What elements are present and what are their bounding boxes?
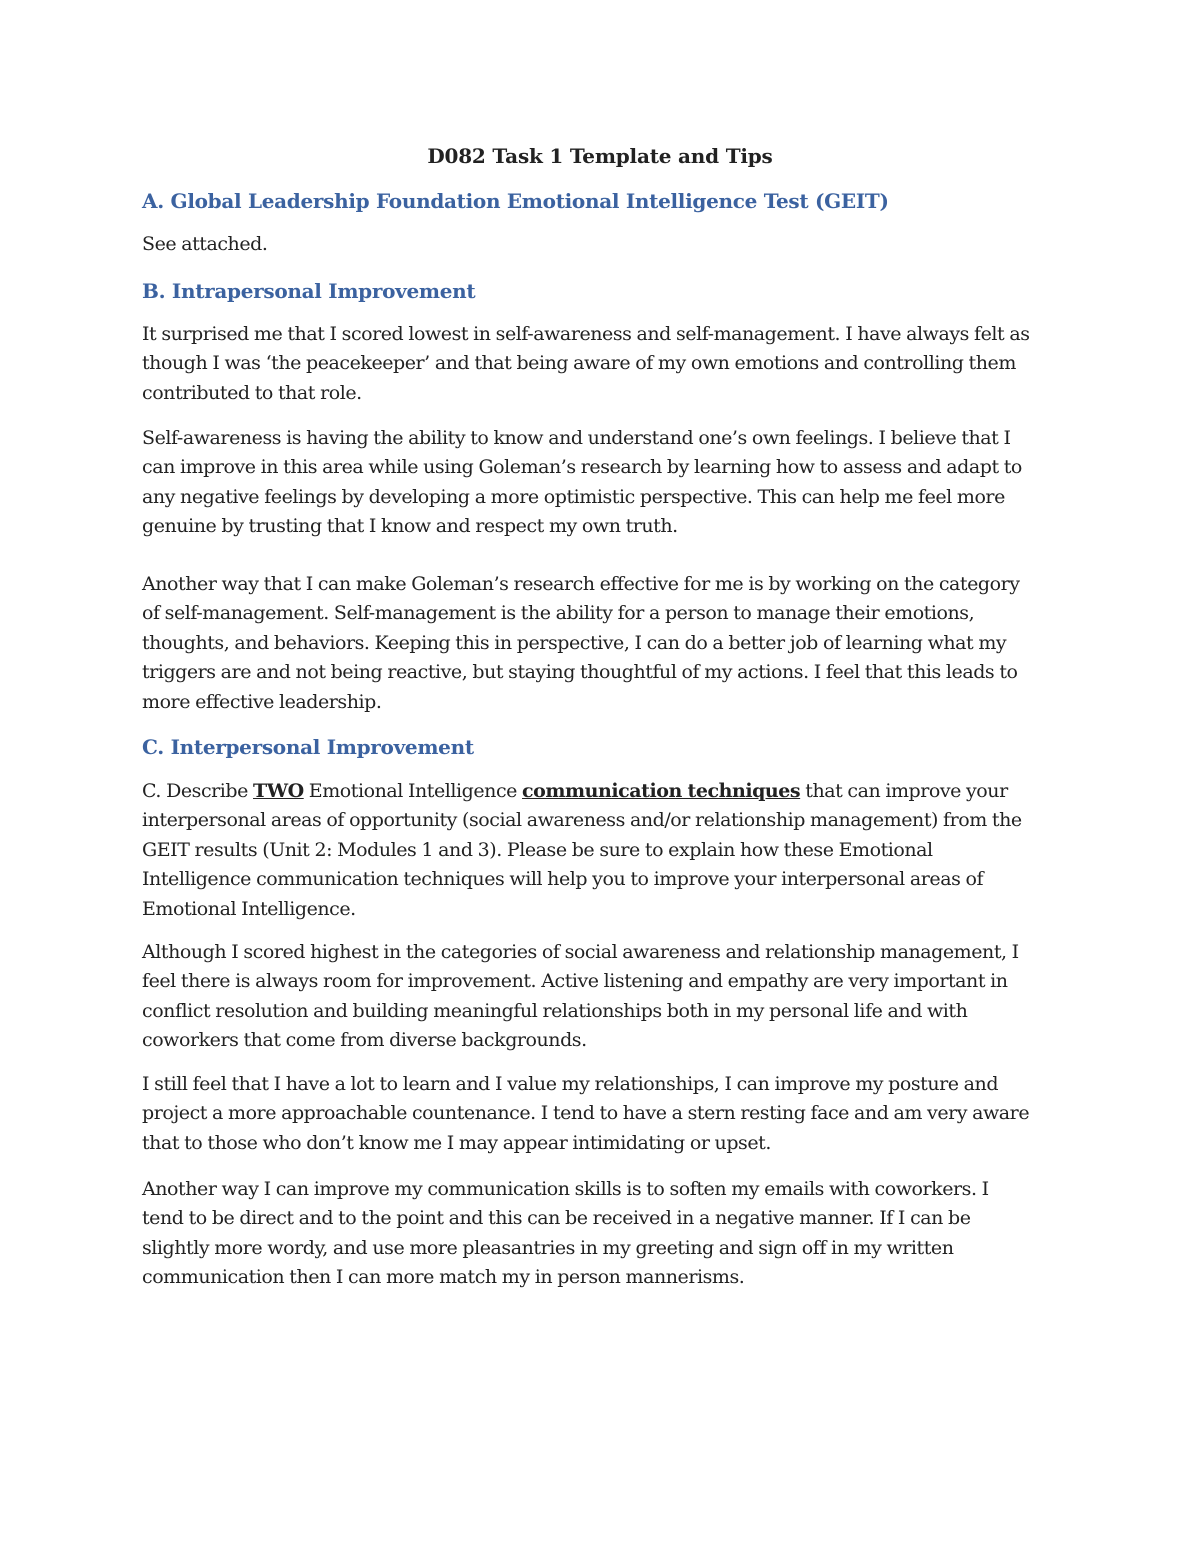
prompt-suffix: that can improve your xyxy=(800,780,1008,802)
paragraph-line: though I was ‘the peacekeeper’ and that being aware of my own emotions and controlling them xyxy=(142,352,1016,375)
paragraph-line: tend to be direct and to the point and this can be received in a negative manner. If I can be xyxy=(142,1207,971,1230)
paragraph-line: of self-management. Self-management is the ability for a person to manage their emotions, xyxy=(142,602,975,625)
paragraph-line: contributed to that role. xyxy=(142,381,362,404)
prompt-prefix: C. Describe xyxy=(142,780,254,802)
document-title: D082 Task 1 Template and Tips xyxy=(427,144,773,168)
paragraph-line: Intelligence communication techniques will help you to improve your interpersonal areas of xyxy=(142,868,984,891)
section-c-prompt xyxy=(142,777,1064,924)
paragraph-line: Emotional Intelligence. xyxy=(142,897,356,920)
section-c-heading: C. Interpersonal Improvement xyxy=(142,735,474,759)
section-a-body xyxy=(142,230,1064,259)
paragraph-line: genuine by trusting that I know and respect my own truth. xyxy=(142,515,678,538)
section-c-paragraph-3 xyxy=(142,1175,1064,1293)
paragraph-line: project a more approachable countenance. I tend to have a stern resting face and am very aware xyxy=(142,1102,1030,1125)
prompt-emphasis-techniques: communication techniques xyxy=(522,780,801,802)
paragraph-line: that to those who don’t know me I may appear intimidating or upset. xyxy=(142,1131,771,1154)
section-b-paragraph-2 xyxy=(142,424,1064,542)
paragraph-line: I still feel that I have a lot to learn and I value my relationships, I can improve my posture and xyxy=(142,1073,999,1095)
paragraph-line: any negative feelings by developing a more optimistic perspective. This can help me feel more xyxy=(142,485,1005,508)
paragraph-line: Although I scored highest in the categories of social awareness and relationship management, I xyxy=(142,941,1019,963)
section-c-paragraph-2 xyxy=(142,1070,1064,1158)
paragraph-line: more effective leadership. xyxy=(142,690,382,713)
paragraph-line: slightly more wordy, and use more pleasantries in my greeting and sign off in my written xyxy=(142,1236,954,1259)
paragraph-line xyxy=(142,777,1064,806)
paragraph-line: thoughts, and behaviors. Keeping this in perspective, I can do a better job of learning what my xyxy=(142,631,1007,654)
paragraph-line: coworkers that come from diverse backgrounds. xyxy=(142,1029,587,1052)
paragraph-line: feel there is always room for improvement. Active listening and empathy are very important in xyxy=(142,970,1008,993)
paragraph-line: communication then I can more match my in person mannerisms. xyxy=(142,1266,745,1289)
paragraph-line: It surprised me that I scored lowest in self-awareness and self-management. I have always felt as xyxy=(142,323,1030,345)
prompt-emphasis-two: TWO xyxy=(253,780,304,802)
paragraph-line: GEIT results (Unit 2: Modules 1 and 3). Please be sure to explain how these Emotional xyxy=(142,838,933,861)
section-c-paragraph-1 xyxy=(142,938,1064,1056)
paragraph-line: can improve in this area while using Goleman’s research by learning how to assess and adapt to xyxy=(142,456,1022,479)
section-b-paragraph-3 xyxy=(142,570,1064,717)
paragraph-line: conflict resolution and building meaningful relationships both in my personal life and with xyxy=(142,999,968,1022)
paragraph-line: interpersonal areas of opportunity (social awareness and/or relationship management) from the xyxy=(142,809,1022,832)
prompt-middle: Emotional Intelligence xyxy=(303,780,523,802)
section-b-heading: B. Intrapersonal Improvement xyxy=(142,279,476,303)
section-a-body-line: See attached. xyxy=(142,233,268,255)
paragraph-line: triggers are and not being reactive, but staying thoughtful of my actions. I feel that this leads to xyxy=(142,661,1018,684)
section-a-heading: A. Global Leadership Foundation Emotional Intelligence Test (GEIT) xyxy=(142,189,889,213)
section-b-paragraph-1 xyxy=(142,320,1064,408)
paragraph-line: Another way that I can make Goleman’s research effective for me is by working on the category xyxy=(142,573,1020,595)
paragraph-line: Self-awareness is having the ability to know and understand one’s own feelings. I believe that I xyxy=(142,427,1011,449)
paragraph-line: Another way I can improve my communication skills is to soften my emails with coworkers. I xyxy=(142,1178,989,1200)
